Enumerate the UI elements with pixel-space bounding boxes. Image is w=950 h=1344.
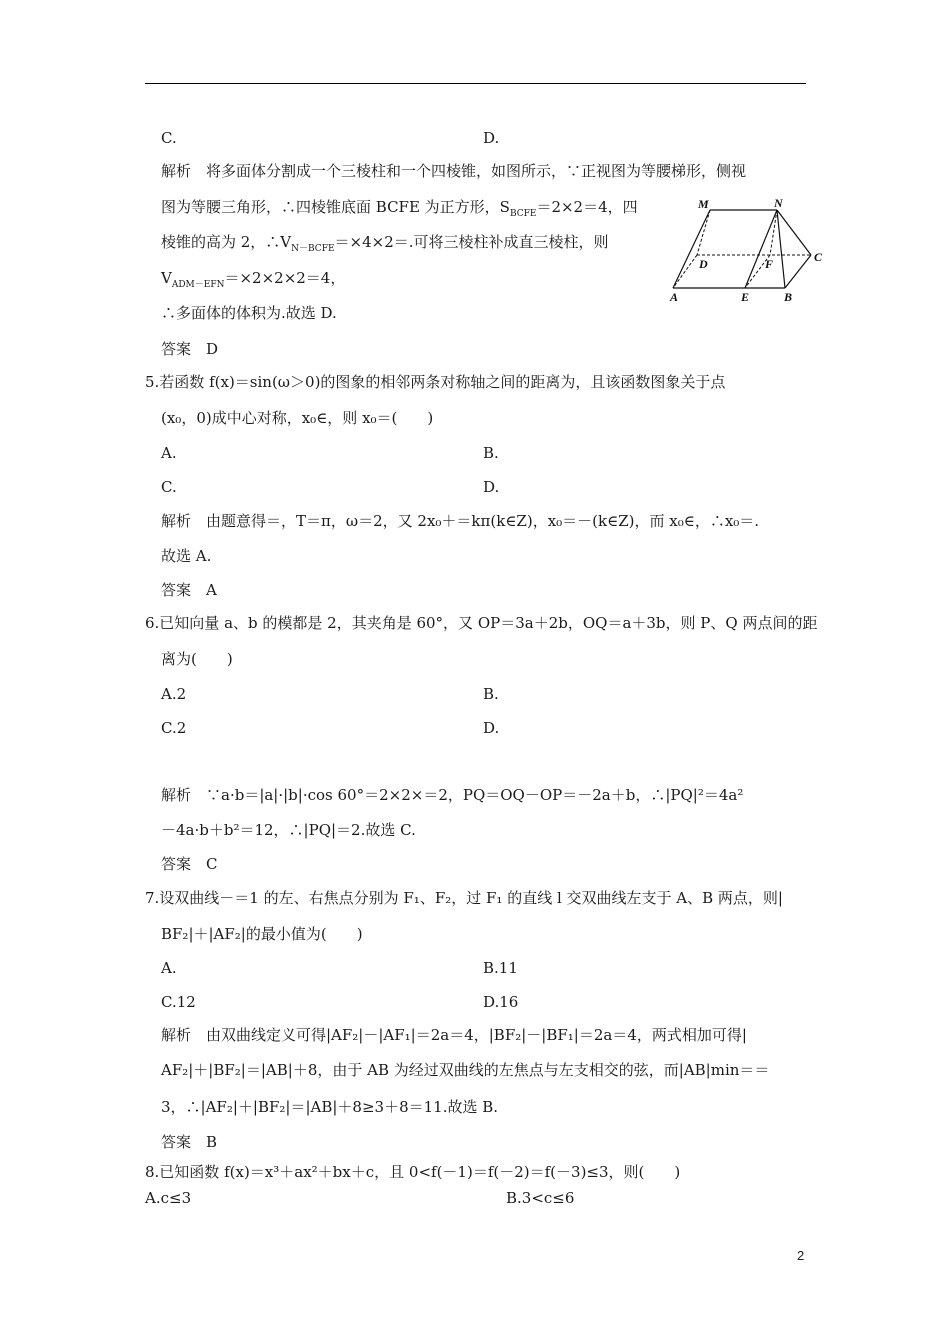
answer-line: 答案 D — [161, 340, 219, 358]
edge-da — [673, 255, 697, 288]
question-5-cont: (x₀，0)成中心对称，x₀∈，则 x₀＝( ) — [161, 409, 434, 427]
question-8: 8.已知函数 f(x)＝x³＋ax²＋bx＋c，且 0<f(－1)＝f(－2)＝f(－3)≤3，则( ) — [145, 1163, 681, 1181]
option-b: B.11 — [483, 959, 518, 977]
option-d: D. — [483, 478, 500, 496]
option-a: A. — [161, 959, 177, 977]
solution-line: 解析 将多面体分割成一个三棱柱和一个四棱锥，如图所示，∵正视图为等腰梯形，侧视 — [161, 162, 747, 180]
solution-line: 3，∴|AF₂|＋|BF₂|＝|AB|＋8≥3＋8＝11.故选 B. — [161, 1098, 499, 1116]
label-e: E — [741, 290, 750, 304]
solution-line: 解析 由双曲线定义可得|AF₂|－|AF₁|＝2a＝4，|BF₂|－|BF₁|＝2a＝4，两式相加可得| — [161, 1026, 747, 1044]
edge-nb — [777, 210, 785, 288]
edge-nf — [770, 210, 777, 255]
answer-line: 答案 B — [161, 1133, 218, 1151]
solution-line: 故选 A. — [161, 547, 212, 565]
option-d: D. — [483, 129, 500, 147]
header-rule — [145, 83, 806, 84]
edge-nc — [777, 210, 811, 255]
option-c: C.12 — [161, 993, 196, 1011]
question-6: 6.已知向量 a、b 的模都是 2，其夹角是 60°，又 OP＝3a＋2b，OQ＝a＋3b，则 P、Q 两点间的距 — [145, 614, 818, 632]
solution-line: ∴多面体的体积为.故选 D. — [161, 304, 337, 322]
option-c: C. — [161, 129, 177, 147]
polyhedron-figure — [660, 193, 830, 308]
label-d: D — [699, 257, 708, 271]
question-5: 5.若函数 f(x)＝sin(ω＞0)的图象的相邻两条对称轴之间的距离为，且该函数图象关于点 — [145, 373, 726, 391]
solution-line: 解析 ∵a·b＝|a|·|b|·cos 60°＝2×2×＝2，PQ＝OQ－OP＝－2a＋b，∴|PQ|²＝4a² — [161, 786, 744, 804]
option-d: D.16 — [483, 993, 519, 1011]
option-a: A. — [161, 444, 177, 462]
edge-ne — [745, 210, 777, 288]
edge-ma — [673, 210, 710, 288]
option-b: B. — [483, 685, 499, 703]
label-n: N — [774, 196, 783, 210]
page-number: 2 — [797, 1248, 805, 1263]
solution-line: 图为等腰三角形，∴四棱锥底面 BCFE 为正方形，$S_{BCFE}=2\times 2=4$，四 — [161, 198, 638, 219]
label-c: C — [814, 250, 823, 264]
option-a: A.c≤3 — [145, 1189, 192, 1207]
answer-line: 答案 C — [161, 855, 218, 873]
solution-line: 棱锥的高为 2，$\therefore V_{N-BCFE}=\times 4\times 2=$.可将三棱柱补成直三棱柱，则 — [161, 233, 609, 254]
question-7-cont: BF₂|＋|AF₂|的最小值为( ) — [161, 925, 363, 943]
question-7: 7.设双曲线－＝1 的左、右焦点分别为 F₁、F₂，过 F₁ 的直线 l 交双曲线左支于 A、B 两点，则| — [145, 889, 783, 907]
edge-bc — [785, 255, 811, 288]
solution-line: AF₂|＋|BF₂|＝|AB|＋8，由于 AB 为经过双曲线的左焦点与左支相交的弦，而|AB|min＝＝ — [161, 1061, 770, 1079]
solution-line: －4a·b＋b²＝12，∴|PQ|＝2.故选 C. — [161, 821, 416, 839]
option-d: D. — [483, 719, 500, 737]
question-6-cont: 离为( ) — [161, 650, 233, 668]
option-a: A.2 — [161, 685, 187, 703]
option-c: C.2 — [161, 719, 187, 737]
option-c: C. — [161, 478, 177, 496]
solution-line: 解析 由题意得＝，T＝π，ω＝2，又 2x₀＋＝kπ(k∈Z)，x₀＝－(k∈Z)，而 x₀∈，∴x₀＝. — [161, 512, 760, 530]
label-m: M — [698, 197, 709, 211]
solution-line: $V_{ADM-EFN}=\times 2\times 2\times 2=4$， — [161, 269, 346, 290]
option-b: B. — [483, 444, 499, 462]
answer-line: 答案 A — [161, 581, 217, 599]
label-f: F — [765, 257, 774, 271]
label-b: B — [784, 290, 793, 304]
option-b: B.3<c≤6 — [506, 1189, 575, 1207]
label-a: A — [670, 290, 679, 304]
